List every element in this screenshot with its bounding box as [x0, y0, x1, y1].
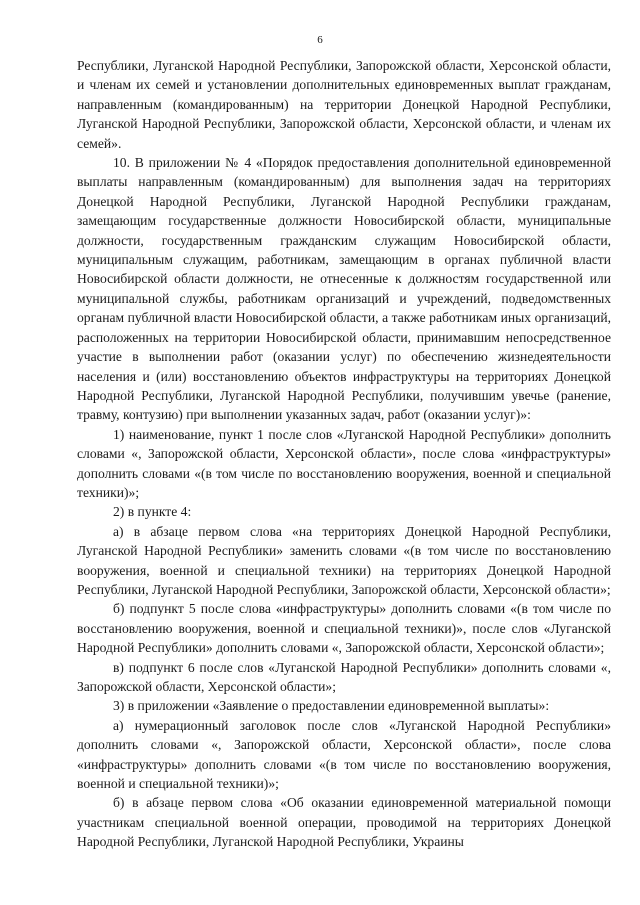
paragraph-subitem-2v: в) подпункт 6 после слов «Луганской Народной Республики» дополнить словами «, Запорожской области, Херсонской области»;: [77, 659, 611, 694]
paragraph-subitem-2a: а) в абзаце первом слова «на территориях Донецкой Народной Республики, Луганской Народной Республики» заменить словами «(в том числе по восстановлению вооружения, военной и специальной техники) на территориях Донецкой Народной Республики, Луганской Народной Республики, Запорожской области, Херсонской области»;: [77, 523, 611, 597]
paragraph-subitem-2: 2) в пункте 4:: [113, 504, 192, 520]
paragraph-subitem-3: 3) в приложении «Заявление о предоставлении единовременной выплаты»:: [113, 698, 550, 714]
paragraph-subitem-3b: б) в абзаце первом слова «Об оказании единовременной материальной помощи участникам специальной военной операции, проводимой на территориях Донецкой Народной Республики, Луганской Народной Республики, Украины: [77, 795, 611, 850]
paragraph-subitem-1: 1) наименование, пункт 1 после слов «Луганской Народной Республики» дополнить словами «, Запорожской области, Херсонской области», после слова «инфраструктуры» дополнить словами «(в том числе по восстановлению вооружения, военной и специальной техники)»;: [77, 426, 611, 500]
paragraph-item-10: 10. В приложении № 4 «Порядок предоставления дополнительной единовременной выплаты направленным (командированным) для выполнения задач на территориях Донецкой Народной Республики, Луганской Народной Республики гражданам, замещающим государственные должности Новосибирской области, муниципальные должности, государственным гражданским служащим Новосибирской области, муниципальным служащим, работникам, замещающим в органах публичной власти Новосибирской области должности, не отнесенные к должностям государственной или муниципальной службы, работникам организаций и учреждений, подведомственных органам публичной власти Новосибирской области, а также работникам иных организаций, расположенных на территории Новосибирской области, принимавшим непосредственное участие в выполнении работ (оказании услуг) по обеспечению жизнедеятельности населения и (или) восстановлению объектов инфраструктуры на территориях Донецкой Народной Республики, Луганской Народной Республики, получившим увечье (ранение, травму, контузию) при выполнении указанных задач, работ (оказании услуг)»:: [77, 155, 611, 423]
page-number: 6: [317, 34, 323, 46]
paragraph-1: Республики, Луганской Народной Республики, Запорожской области, Херсонской области, и членам их семей и установлении дополнительных единовременных выплат гражданам, направленным (командированным) на территории Донецкой Народной Республики, Луганской Народной Республики, Запорожской области, Херсонской области, и членам их семей».: [77, 58, 611, 151]
document-body: [77, 56, 611, 852]
paragraph-subitem-2b: б) подпункт 5 после слова «инфраструктуры» дополнить словами «(в том числе по восстановлению вооружения, военной и специальной техники)», после слов «Луганской Народной Республики» дополнить словами «, Запорожской области, Херсонской области»;: [77, 601, 611, 656]
paragraph-subitem-3a: а) нумерационный заголовок после слов «Луганской Народной Республики» дополнить словами «, Запорожской области, Херсонской области», после слова «инфраструктуры» дополнить словами «(в том числе по восстановлению вооружения, военной и специальной техники)»;: [77, 717, 611, 792]
